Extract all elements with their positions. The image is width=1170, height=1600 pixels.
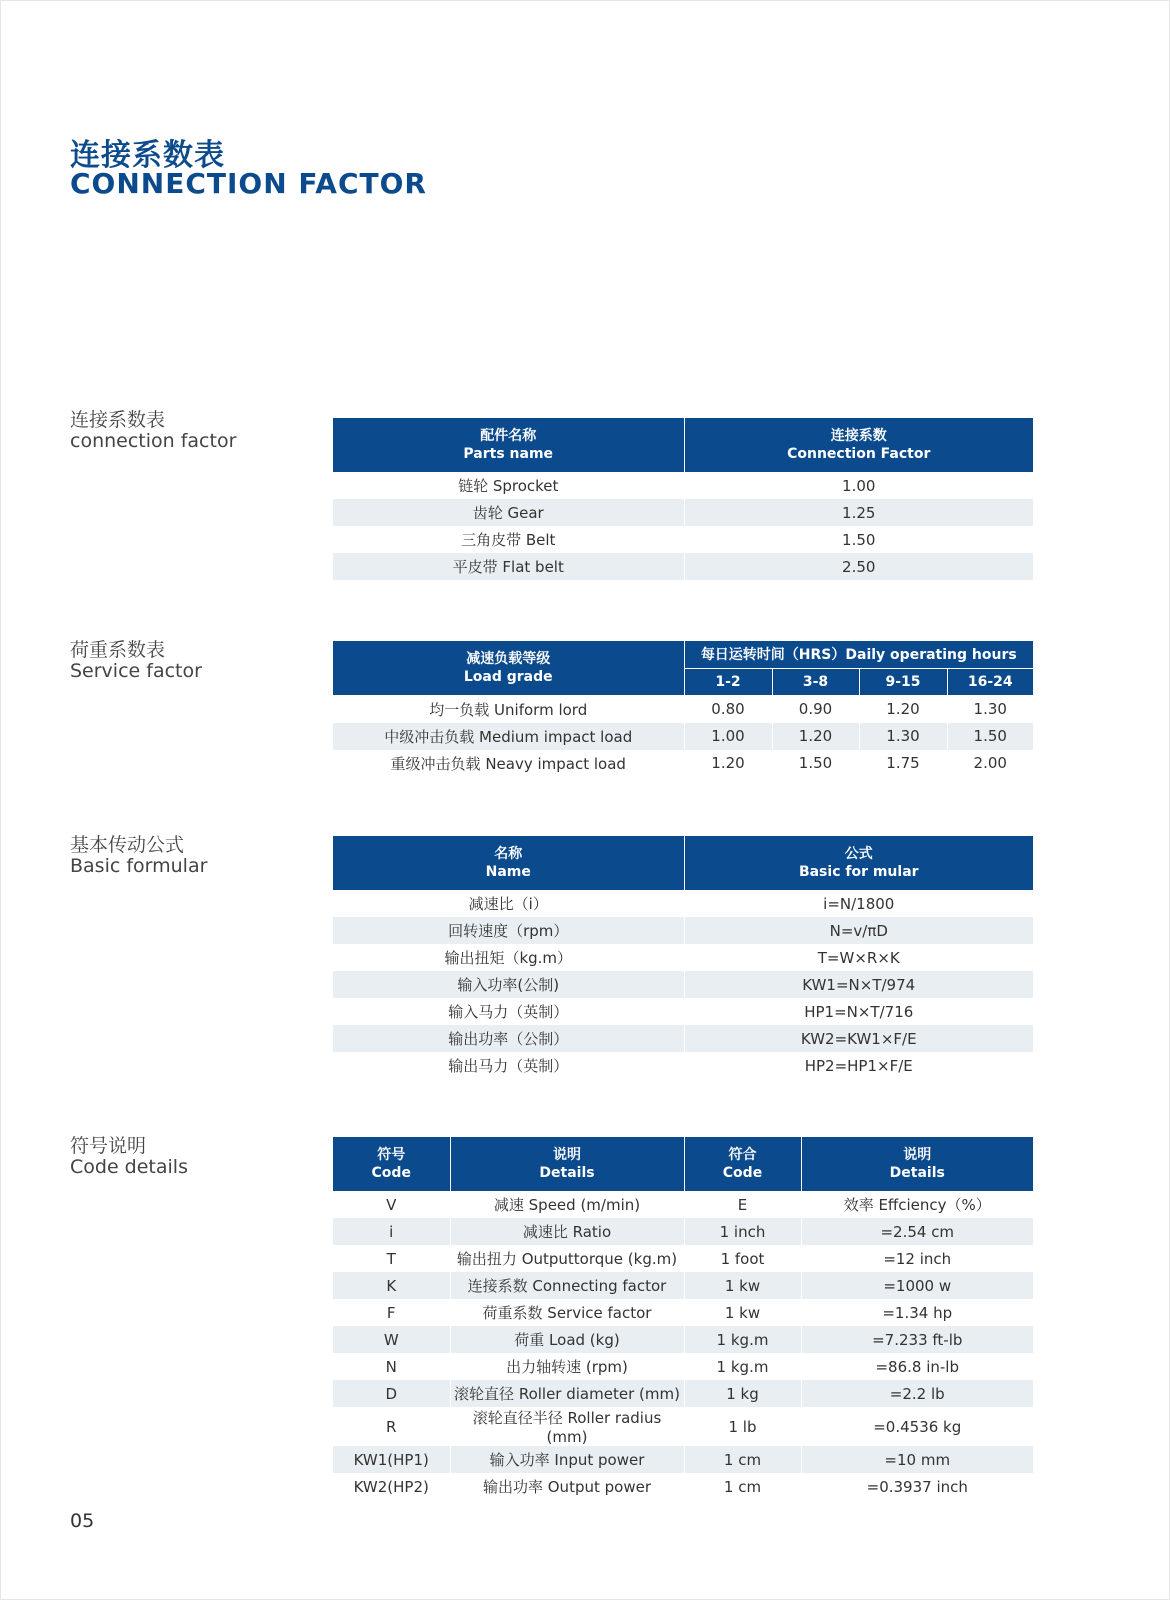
connection-label-en: connection factor: [70, 430, 237, 452]
table-cell: 2.50: [684, 553, 1033, 580]
table-cell: D: [333, 1380, 450, 1407]
table-cell: =86.8 in-lb: [801, 1353, 1033, 1380]
table-row: [333, 1218, 1033, 1245]
codes-label-en: Code details: [70, 1156, 188, 1178]
table-row: [333, 917, 1033, 944]
table-cell: 1.20: [859, 695, 947, 723]
table-cell: KW1=N×T/974: [684, 971, 1033, 998]
code-details-table: [333, 1137, 1033, 1500]
table-cell: 1.25: [684, 499, 1033, 526]
table-cell: 1.50: [947, 723, 1033, 750]
table-cell: 输出功率（公制）: [333, 1025, 684, 1052]
table-row: [333, 1299, 1033, 1326]
table-cell: 1 kg.m: [684, 1326, 801, 1353]
table-cell: K: [333, 1272, 450, 1299]
table-cell: =2.54 cm: [801, 1218, 1033, 1245]
table-cell: W: [333, 1326, 450, 1353]
codes-section-label: [70, 1136, 188, 1178]
table-cell: T: [333, 1245, 450, 1272]
table-cell: 出力轴转速 (rpm): [450, 1353, 684, 1380]
table-cell: =2.2 lb: [801, 1380, 1033, 1407]
table-cell: 0.80: [684, 695, 772, 723]
table-cell: KW1(HP1): [333, 1446, 450, 1473]
table-row: [333, 1025, 1033, 1052]
table-cell: i=N/1800: [684, 890, 1033, 917]
table-cell: 滚轮直径半径 Roller radius (mm): [450, 1407, 684, 1446]
table-row: [333, 472, 1033, 499]
table-cell: 1 cm: [684, 1446, 801, 1473]
table-cell: N=v/πD: [684, 917, 1033, 944]
column-header-daily-hours: 每日运转时间（HRS）Daily operating hours: [684, 641, 1033, 669]
table-cell: 1.30: [947, 695, 1033, 723]
table-cell: =12 inch: [801, 1245, 1033, 1272]
table-cell: 输入功率(公制): [333, 971, 684, 998]
service-factor-table: [333, 641, 1033, 777]
table-cell: 1.20: [772, 723, 859, 750]
table-row: [333, 1272, 1033, 1299]
table-cell: 输出扭力 Outputtorque (kg.m): [450, 1245, 684, 1272]
table-cell: 1 inch: [684, 1218, 801, 1245]
table-header-row: [333, 1137, 1033, 1191]
table-cell: 减速比 Ratio: [450, 1218, 684, 1245]
table-cell: 1 kg: [684, 1380, 801, 1407]
table-row: [333, 499, 1033, 526]
table-header-row: [333, 836, 1033, 890]
table-cell: 回转速度（rpm）: [333, 917, 684, 944]
table-row: [333, 1052, 1033, 1079]
table-cell: 2.00: [947, 750, 1033, 777]
table-cell: 连接系数 Connecting factor: [450, 1272, 684, 1299]
table-cell: 1.50: [772, 750, 859, 777]
table-cell: 0.90: [772, 695, 859, 723]
table-cell: =10 mm: [801, 1446, 1033, 1473]
table-cell: 1 kw: [684, 1299, 801, 1326]
basic-formular-table: [333, 836, 1033, 1079]
column-header-load-grade: 减速负载等级 Load grade: [333, 641, 684, 695]
table-row: [333, 695, 1033, 723]
table-cell: 齿轮 Gear: [333, 499, 684, 526]
table-cell: 效率 Effciency（%）: [801, 1191, 1033, 1218]
table-cell: 1.00: [684, 472, 1033, 499]
table-cell: HP2=HP1×F/E: [684, 1052, 1033, 1079]
table-row: [333, 971, 1033, 998]
table-cell: T=W×R×K: [684, 944, 1033, 971]
service-label-en: Service factor: [70, 660, 202, 682]
connection-section-label: [70, 410, 236, 452]
connection-factor-table: [333, 418, 1033, 580]
table-cell: 1 kw: [684, 1272, 801, 1299]
table-cell: E: [684, 1191, 801, 1218]
formular-label-en: Basic formular: [70, 855, 208, 877]
table-cell: =7.233 ft-lb: [801, 1326, 1033, 1353]
table-header-row: [333, 641, 1033, 669]
table-cell: 中级冲击负载 Medium impact load: [333, 723, 684, 750]
table-cell: 滚轮直径 Roller diameter (mm): [450, 1380, 684, 1407]
table-cell: 减速比（i）: [333, 890, 684, 917]
table-cell: 输入马力（英制）: [333, 998, 684, 1025]
table-cell: =0.4536 kg: [801, 1407, 1033, 1446]
table-cell: =1.34 hp: [801, 1299, 1033, 1326]
formular-section-label: [70, 835, 207, 877]
table-row: [333, 526, 1033, 553]
table-row: [333, 1446, 1033, 1473]
column-header: 配件名称 Parts name: [333, 418, 684, 472]
table-cell: 输出马力（英制）: [333, 1052, 684, 1079]
column-header-hours: 3-8: [772, 669, 859, 696]
table-row: [333, 1326, 1033, 1353]
table-cell: 1.30: [859, 723, 947, 750]
column-header-hours: 9-15: [859, 669, 947, 696]
table-cell: 1 kg.m: [684, 1353, 801, 1380]
table-row: [333, 1380, 1033, 1407]
page-title-cn: 连接系数表: [70, 138, 225, 173]
page-number: 05: [70, 1510, 95, 1532]
table-row: [333, 723, 1033, 750]
table-row: [333, 1353, 1033, 1380]
column-header: 名称 Name: [333, 836, 684, 890]
table-cell: =0.3937 inch: [801, 1473, 1033, 1500]
formular-label-cn: 基本传动公式: [70, 834, 185, 856]
table-cell: 三角皮带 Belt: [333, 526, 684, 553]
table-cell: 1 lb: [684, 1407, 801, 1446]
column-header: 说明 Details: [450, 1137, 684, 1191]
column-header: 符号 Code: [333, 1137, 450, 1191]
table-cell: 平皮带 Flat belt: [333, 553, 684, 580]
column-header-hours: 16-24: [947, 669, 1033, 696]
table-cell: 1 cm: [684, 1473, 801, 1500]
table-cell: 1 foot: [684, 1245, 801, 1272]
table-cell: R: [333, 1407, 450, 1446]
table-cell: N: [333, 1353, 450, 1380]
table-cell: 荷重系数 Service factor: [450, 1299, 684, 1326]
table-row: [333, 750, 1033, 777]
table-row: [333, 890, 1033, 917]
table-cell: 链轮 Sprocket: [333, 472, 684, 499]
table-cell: i: [333, 1218, 450, 1245]
column-header: 说明 Details: [801, 1137, 1033, 1191]
service-label-cn: 荷重系数表: [70, 639, 166, 661]
table-row: [333, 998, 1033, 1025]
column-header: 符合 Code: [684, 1137, 801, 1191]
table-cell: 重级冲击负载 Neavy impact load: [333, 750, 684, 777]
table-header-row: [333, 418, 1033, 472]
table-cell: HP1=N×T/716: [684, 998, 1033, 1025]
table-cell: V: [333, 1191, 450, 1218]
table-cell: 1.20: [684, 750, 772, 777]
table-row: [333, 1245, 1033, 1272]
connection-label-cn: 连接系数表: [70, 409, 166, 431]
table-row: [333, 1407, 1033, 1446]
codes-label-cn: 符号说明: [70, 1135, 147, 1157]
service-section-label: [70, 640, 202, 682]
column-header-hours: 1-2: [684, 669, 772, 696]
table-cell: 荷重 Load (kg): [450, 1326, 684, 1353]
table-cell: F: [333, 1299, 450, 1326]
table-cell: KW2(HP2): [333, 1473, 450, 1500]
table-cell: 输出扭矩（kg.m）: [333, 944, 684, 971]
table-row: [333, 553, 1033, 580]
table-row: [333, 1473, 1033, 1500]
table-cell: 输入功率 Input power: [450, 1446, 684, 1473]
table-cell: KW2=KW1×F/E: [684, 1025, 1033, 1052]
table-cell: 1.50: [684, 526, 1033, 553]
table-cell: 减速 Speed (m/min): [450, 1191, 684, 1218]
table-row: [333, 1191, 1033, 1218]
table-cell: 输出功率 Output power: [450, 1473, 684, 1500]
table-cell: 1.75: [859, 750, 947, 777]
column-header: 公式 Basic for mular: [684, 836, 1033, 890]
table-cell: 1.00: [684, 723, 772, 750]
table-row: [333, 944, 1033, 971]
table-cell: =1000 w: [801, 1272, 1033, 1299]
table-cell: 均一负载 Uniform lord: [333, 695, 684, 723]
page-title-en: CONNECTION FACTOR: [70, 167, 427, 200]
column-header: 连接系数 Connection Factor: [684, 418, 1033, 472]
